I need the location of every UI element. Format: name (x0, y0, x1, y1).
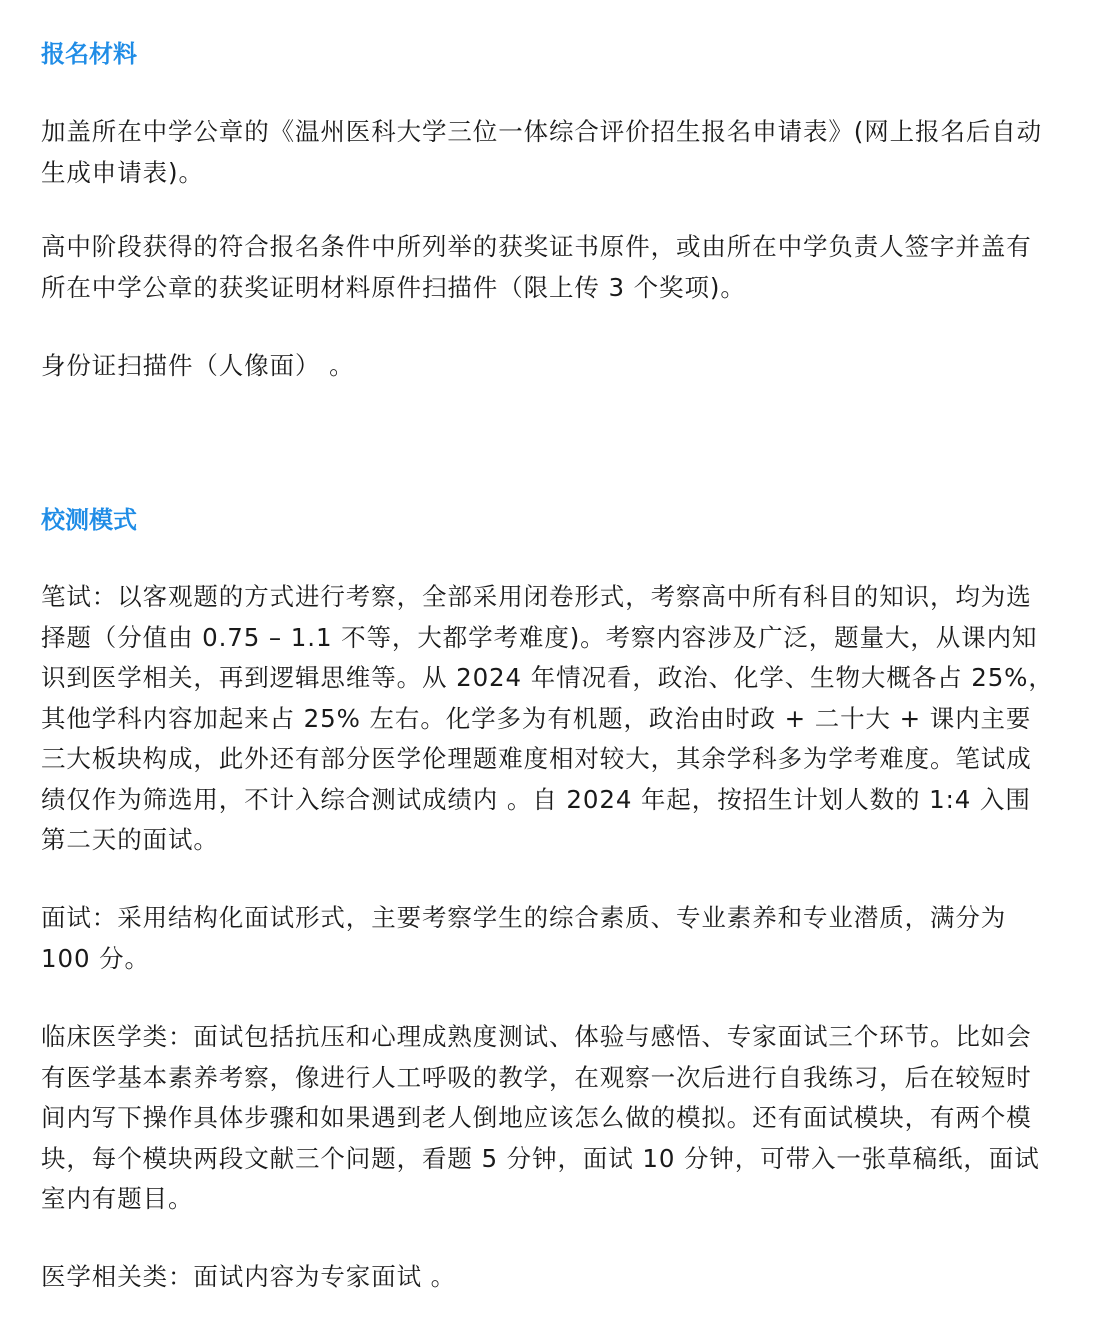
paragraph-award-certificates: 高中阶段获得的符合报名条件中所列举的获奖证书原件，或由所在中学负责人签字并盖有所在中学公章的获奖证明材料原件扫描件（限上传 3 个奖项)。 (41, 232, 1032, 302)
paragraph-written-test: 笔试：以客观题的方式进行考察，全部采用闭卷形式，考察高中所有科目的知识，均为选择题（分值由 0.75 – 1.1 不等，大都学考难度)。考察内容涉及广泛，题量大，从课内知识到医学相关，再到逻辑思维等。从 2024 年情况看，政治、化学、生物大概各占 25%，其他学科内容加起来占 25% 左右。化学多为有机题，政治由时政 + 二十大 + 课内主要三大板块构成，此外还有部分医学伦理题难度相对较大，其余学科多为学考难度。笔试成绩仅作为筛选用，不计入综合测试成绩内 。自 2024 年起，按招生计划人数的 1:4 入围第二天的面试。 (41, 582, 1054, 854)
paragraph-medical-related: 医学相关类：面试内容为专家面试 。 (41, 1262, 457, 1291)
section-title-assessment-mode: 校测模式 (41, 506, 137, 534)
paragraph-id-card: 身份证扫描件（人像面） 。 (41, 351, 355, 380)
paragraph-clinical-medicine: 临床医学类：面试包括抗压和心理成熟度测试、体验与感悟、专家面试三个环节。比如会有医学基本素养考察，像进行人工呼吸的教学，在观察一次后进行自我练习，后在较短时间内写下操作具体步骤和如果遇到老人倒地应该怎么做的模拟。还有面试模块，有两个模块，每个模块两段文献三个问题，看题 5 分钟，面试 10 分钟，可带入一张草稿纸，面试室内有题目。 (41, 1022, 1040, 1213)
paragraph-application-form: 加盖所在中学公章的《温州医科大学三位一体综合评价招生报名申请表》(网上报名后自动生成申请表)。 (41, 117, 1043, 187)
paragraph-interview: 面试：采用结构化面试形式，主要考察学生的综合素质、专业素养和专业潜质，满分为 100 分。 (41, 903, 1007, 973)
section-title-application-materials: 报名材料 (41, 40, 137, 68)
